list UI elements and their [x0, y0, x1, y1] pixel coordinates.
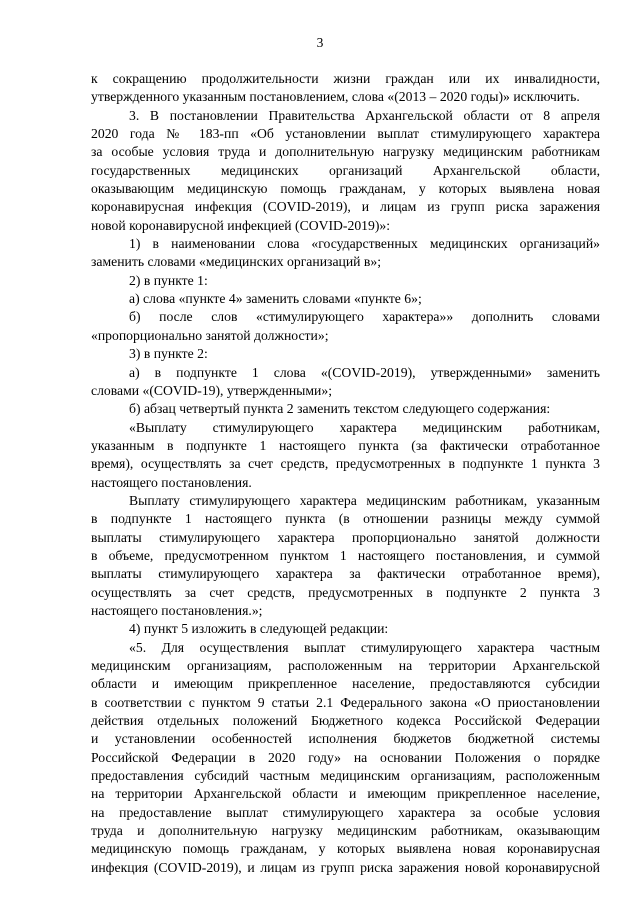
text-line: в подпункте 1 настоящего пункта (в отношении разницы между суммой	[91, 511, 600, 527]
text-line: время), осуществлять за счет средств, предусмотренных в подпункте 1 пункта 3	[91, 456, 600, 472]
text-line: оказывающим медицинскую помощь гражданам, у которых выявлена новая	[91, 181, 600, 197]
text-line: выплаты стимулирующего характера пропорционально занятой должности	[91, 529, 600, 545]
text-line: коронавирусная инфекция (COVID-2019), и лицам из групп риска заражения	[91, 199, 600, 215]
text-line: настоящего постановления.	[91, 474, 252, 490]
text-line: Российской Федерации в 2020 году» на основании Положения о порядке	[91, 749, 600, 765]
text-line: на предоставление выплат стимулирующего характера за особые условия	[91, 804, 600, 820]
text-line: 3) в пункте 2:	[129, 346, 208, 362]
text-line: медицинскую помощь гражданам, у которых выявлена новая коронавирусная	[91, 841, 600, 857]
text-line: «Выплату стимулирующего характера медицинским работникам,	[129, 419, 600, 435]
text-line: за особые условия труда и дополнительную нагрузку медицинским работникам	[91, 144, 600, 160]
text-line: 2) в пункте 1:	[129, 272, 208, 288]
text-line: б) абзац четвертый пункта 2 заменить текстом следующего содержания:	[129, 401, 551, 417]
text-line: б) после слов «стимулирующего характера»» дополнить словами	[129, 309, 600, 325]
text-line: выплаты стимулирующего характера за фактически отработанное время),	[91, 566, 600, 582]
text-line: «5. Для осуществления выплат стимулирующего характера частным	[129, 639, 600, 655]
text-line: осуществлять за счет средств, предусмотренных в подпункте 2 пункта 3	[91, 584, 600, 600]
text-line: инфекция (COVID-2019), и лицам из групп риска заражения новой коронавирусной	[91, 859, 600, 875]
text-line: предоставления субсидий частным медицинским организациям, расположенным	[91, 768, 600, 784]
text-line: действия отдельных положений Бюджетного кодекса Российской Федерации	[91, 713, 600, 729]
text-line: словами «(COVID-19), утвержденными»;	[91, 382, 333, 398]
text-line: труда и дополнительную нагрузку медицинским работникам, оказывающим	[91, 823, 600, 839]
text-line: а) в подпункте 1 слова «(COVID-2019), утвержденными» заменить	[129, 364, 600, 380]
text-line: а) слова «пункте 4» заменить словами «пункте 6»;	[129, 291, 422, 307]
text-line: 2020 года № 183-пп «Об установлении выплат стимулирующего характера	[91, 126, 600, 142]
text-line: на территории Архангельской области и имеющим прикрепленное население,	[91, 786, 600, 802]
text-line: 4) пункт 5 изложить в следующей редакции:	[129, 621, 389, 637]
text-line: медицинским организациям, расположенным на территории Архангельской	[91, 658, 600, 673]
text-line: области и имеющим прикрепленное население, предоставляются субсидии	[91, 676, 600, 692]
document-body	[91, 70, 600, 877]
text-line: указанным в подпункте 1 настоящего пункта (за фактически отработанное	[91, 437, 600, 453]
text-line: настоящего постановления.»;	[91, 602, 263, 618]
text-line: в соответствии с пунктом 9 статьи 2.1 Федерального закона «О приостановлении	[91, 694, 600, 710]
text-line: 3. В постановлении Правительства Архангельской области от 8 апреля	[129, 107, 600, 123]
text-line: и установлении особенностей исполнения бюджетов бюджетной системы	[91, 731, 600, 747]
text-line: заменить словами «медицинских организаций в»;	[91, 254, 382, 270]
text-line: к сокращению продолжительности жизни граждан или их инвалидности,	[91, 71, 600, 86]
text-line: новой коронавирусной инфекцией (COVID-2019)»:	[91, 217, 391, 233]
text-line: государственных медицинских организаций Архангельской области,	[91, 162, 600, 178]
text-line: в объеме, предусмотренном пунктом 1 настоящего постановления, и суммой	[91, 547, 600, 563]
page-number: 3	[316, 35, 324, 50]
text-line: Выплату стимулирующего характера медицинским работникам, указанным	[129, 492, 600, 508]
text-line: 1) в наименовании слова «государственных медицинских организаций»	[129, 236, 600, 252]
text-line: «пропорционально занятой должности»;	[91, 327, 329, 343]
text-line: утвержденного указанным постановлением, слова «(2013 – 2020 годы)» исключить.	[91, 89, 580, 105]
